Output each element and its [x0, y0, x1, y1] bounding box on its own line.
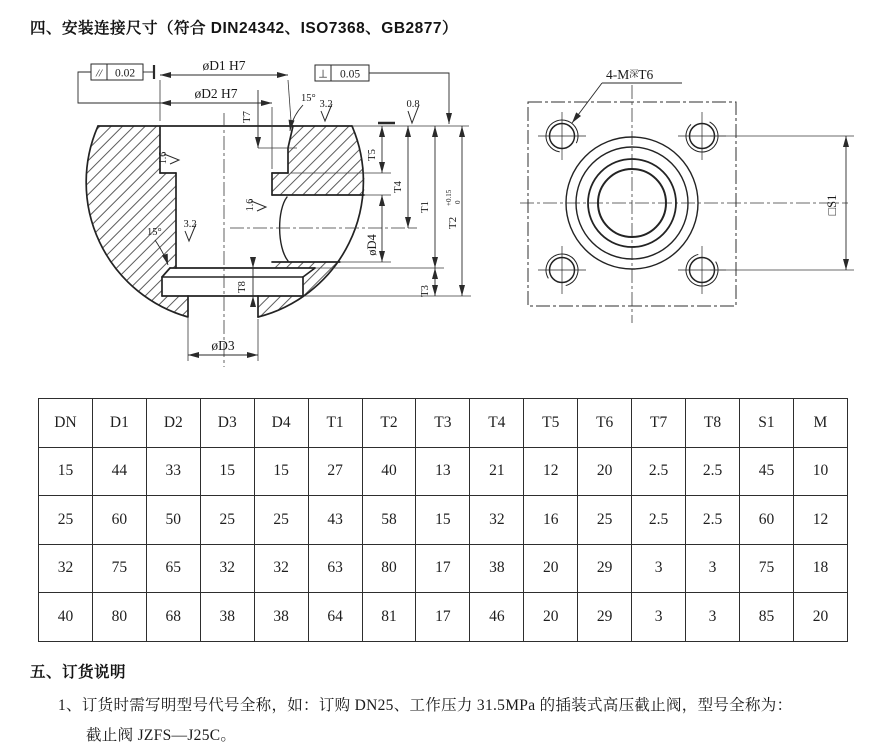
table-cell: 75: [739, 544, 793, 593]
table-cell: 29: [578, 593, 632, 642]
column-header: D1: [92, 399, 146, 448]
flange-centerlines: [520, 85, 848, 323]
table-cell: 85: [739, 593, 793, 642]
table-cell: 3: [686, 593, 740, 642]
table-cell: 27: [308, 447, 362, 496]
finish-16-left-label: 1.6: [158, 151, 169, 165]
table-cell: 2.5: [686, 496, 740, 545]
table-cell: 50: [146, 496, 200, 545]
dim-t5-label: T5: [367, 149, 378, 161]
dimension-table: [38, 398, 848, 642]
column-header: T2: [362, 399, 416, 448]
table-cell: 68: [146, 593, 200, 642]
table-cell: 12: [524, 447, 578, 496]
table-cell: 17: [416, 593, 470, 642]
table-cell: 15: [416, 496, 470, 545]
table-cell: 17: [416, 544, 470, 593]
table-cell: 18: [793, 544, 847, 593]
column-header: D3: [200, 399, 254, 448]
table-cell: 33: [146, 447, 200, 496]
table-cell: 75: [92, 544, 146, 593]
column-header: T6: [578, 399, 632, 448]
table-cell: 64: [308, 593, 362, 642]
dim-t3-label: T3: [420, 285, 431, 297]
table-cell: 80: [362, 544, 416, 593]
table-cell: 43: [308, 496, 362, 545]
dimension-table-body: [39, 447, 848, 641]
ordering-note-line1: 1、订货时需写明型号代号全称，如：订购 DN25、工作压力 31.5MPa 的插装式高压截止阀，型号全称为：: [58, 697, 793, 714]
finish-32-top-label: 3.2: [319, 99, 333, 110]
dim-t5: [367, 126, 382, 173]
dimension-table-head-row: [39, 399, 848, 448]
table-cell: 60: [92, 496, 146, 545]
table-cell: 25: [254, 496, 308, 545]
table-cell: 45: [739, 447, 793, 496]
angle-bottom-label: 15°: [147, 227, 162, 238]
section5-title: 五、订货说明: [30, 664, 127, 681]
table-cell: 15: [254, 447, 308, 496]
column-header: T7: [632, 399, 686, 448]
table-cell: 38: [200, 593, 254, 642]
table-row: [39, 496, 848, 545]
parallel-symbol: //: [95, 67, 103, 80]
table-cell: 3: [686, 544, 740, 593]
dim-t2-tol-lower: 0: [454, 200, 462, 204]
finish-16-left: [158, 152, 179, 165]
perpendicularity-frame: [315, 65, 449, 124]
flange-view-drawing: [518, 55, 868, 355]
table-cell: 40: [362, 447, 416, 496]
table-cell: 2.5: [632, 447, 686, 496]
finish-16-right-label: 1.6: [245, 198, 256, 212]
table-row: [39, 447, 848, 496]
table-cell: 60: [739, 496, 793, 545]
table-cell: 40: [39, 593, 93, 642]
column-header: DN: [39, 399, 93, 448]
dim-t2-label: T2: [447, 216, 459, 230]
table-cell: 29: [578, 544, 632, 593]
table-row: [39, 593, 848, 642]
dim-t3: [420, 268, 435, 297]
dim-t4: [393, 126, 408, 228]
dim-t2: [445, 126, 462, 296]
dim-t7: [242, 90, 258, 148]
table-cell: 65: [146, 544, 200, 593]
column-header: M: [793, 399, 847, 448]
table-cell: 58: [362, 496, 416, 545]
perpendicular-value: 0.05: [339, 68, 361, 81]
table-cell: 3: [632, 593, 686, 642]
dim-t1: [420, 126, 435, 268]
table-cell: 20: [524, 593, 578, 642]
dim-d3-label: øD3: [211, 338, 235, 353]
dim-t1-label: T1: [420, 201, 431, 213]
column-header: T3: [416, 399, 470, 448]
dim-d1-label: øD1 H7: [202, 58, 246, 73]
dim-d3: [188, 338, 258, 355]
table-cell: 20: [793, 593, 847, 642]
finish-08-label: 0.8: [406, 99, 420, 110]
table-row: [39, 544, 848, 593]
table-cell: 46: [470, 593, 524, 642]
finish-32-top: [319, 99, 332, 121]
table-cell: 3: [632, 544, 686, 593]
finish-16-right: [245, 199, 266, 212]
perpendicular-symbol: ⊥: [318, 68, 328, 81]
extension-lines: [160, 80, 471, 361]
table-cell: 80: [92, 593, 146, 642]
finish-08: [406, 99, 419, 123]
finish-32-bottom: [183, 219, 196, 241]
table-cell: 25: [39, 496, 93, 545]
table-cell: 32: [39, 544, 93, 593]
dim-d1: [160, 58, 288, 75]
cross-section-drawing: [75, 55, 475, 375]
dim-d2: [160, 86, 272, 103]
hatched-walls: [86, 126, 364, 317]
dim-t8: [237, 258, 253, 306]
dim-d4: [365, 195, 382, 262]
column-header: T1: [308, 399, 362, 448]
table-cell: 2.5: [686, 447, 740, 496]
table-cell: 10: [793, 447, 847, 496]
column-header: T4: [470, 399, 524, 448]
table-cell: 38: [254, 593, 308, 642]
table-cell: 15: [200, 447, 254, 496]
column-header: D2: [146, 399, 200, 448]
column-header: S1: [739, 399, 793, 448]
table-cell: 32: [200, 544, 254, 593]
table-cell: 2.5: [632, 496, 686, 545]
dim-s1-label: □S1: [825, 194, 839, 216]
dim-t7-label: T7: [242, 111, 253, 123]
dim-t8-label: T8: [237, 281, 248, 293]
ordering-note-line2: 截止阀 JZFS—J25C。: [86, 727, 237, 744]
table-cell: 25: [578, 496, 632, 545]
column-header: T5: [524, 399, 578, 448]
thread-callout-label: 4-M深T6: [606, 67, 654, 82]
thread-callout: [572, 67, 682, 123]
table-cell: 12: [793, 496, 847, 545]
table-cell: 15: [39, 447, 93, 496]
column-header: D4: [254, 399, 308, 448]
section4-title: 四、安装连接尺寸（符合 DIN24342、ISO7368、GB2877）: [30, 20, 459, 37]
table-cell: 16: [524, 496, 578, 545]
table-cell: 32: [254, 544, 308, 593]
parallelism-frame: [78, 64, 160, 103]
parallel-value: 0.02: [114, 67, 136, 80]
dim-d2-label: øD2 H7: [194, 86, 238, 101]
table-cell: 63: [308, 544, 362, 593]
table-cell: 21: [470, 447, 524, 496]
dim-d4-label: øD4: [365, 234, 379, 256]
table-cell: 25: [200, 496, 254, 545]
table-cell: 38: [470, 544, 524, 593]
table-cell: 20: [524, 544, 578, 593]
bolt-hole: [538, 112, 586, 160]
dim-t2-tol-upper: +0.15: [445, 189, 453, 206]
table-cell: 13: [416, 447, 470, 496]
finish-32-bottom-label: 3.2: [183, 219, 197, 230]
table-cell: 81: [362, 593, 416, 642]
column-header: T8: [686, 399, 740, 448]
dim-t4-label: T4: [393, 181, 404, 193]
table-cell: 32: [470, 496, 524, 545]
table-cell: 20: [578, 447, 632, 496]
bolt-hole: [538, 246, 586, 294]
angle-top-label: 15°: [301, 93, 316, 104]
table-cell: 44: [92, 447, 146, 496]
